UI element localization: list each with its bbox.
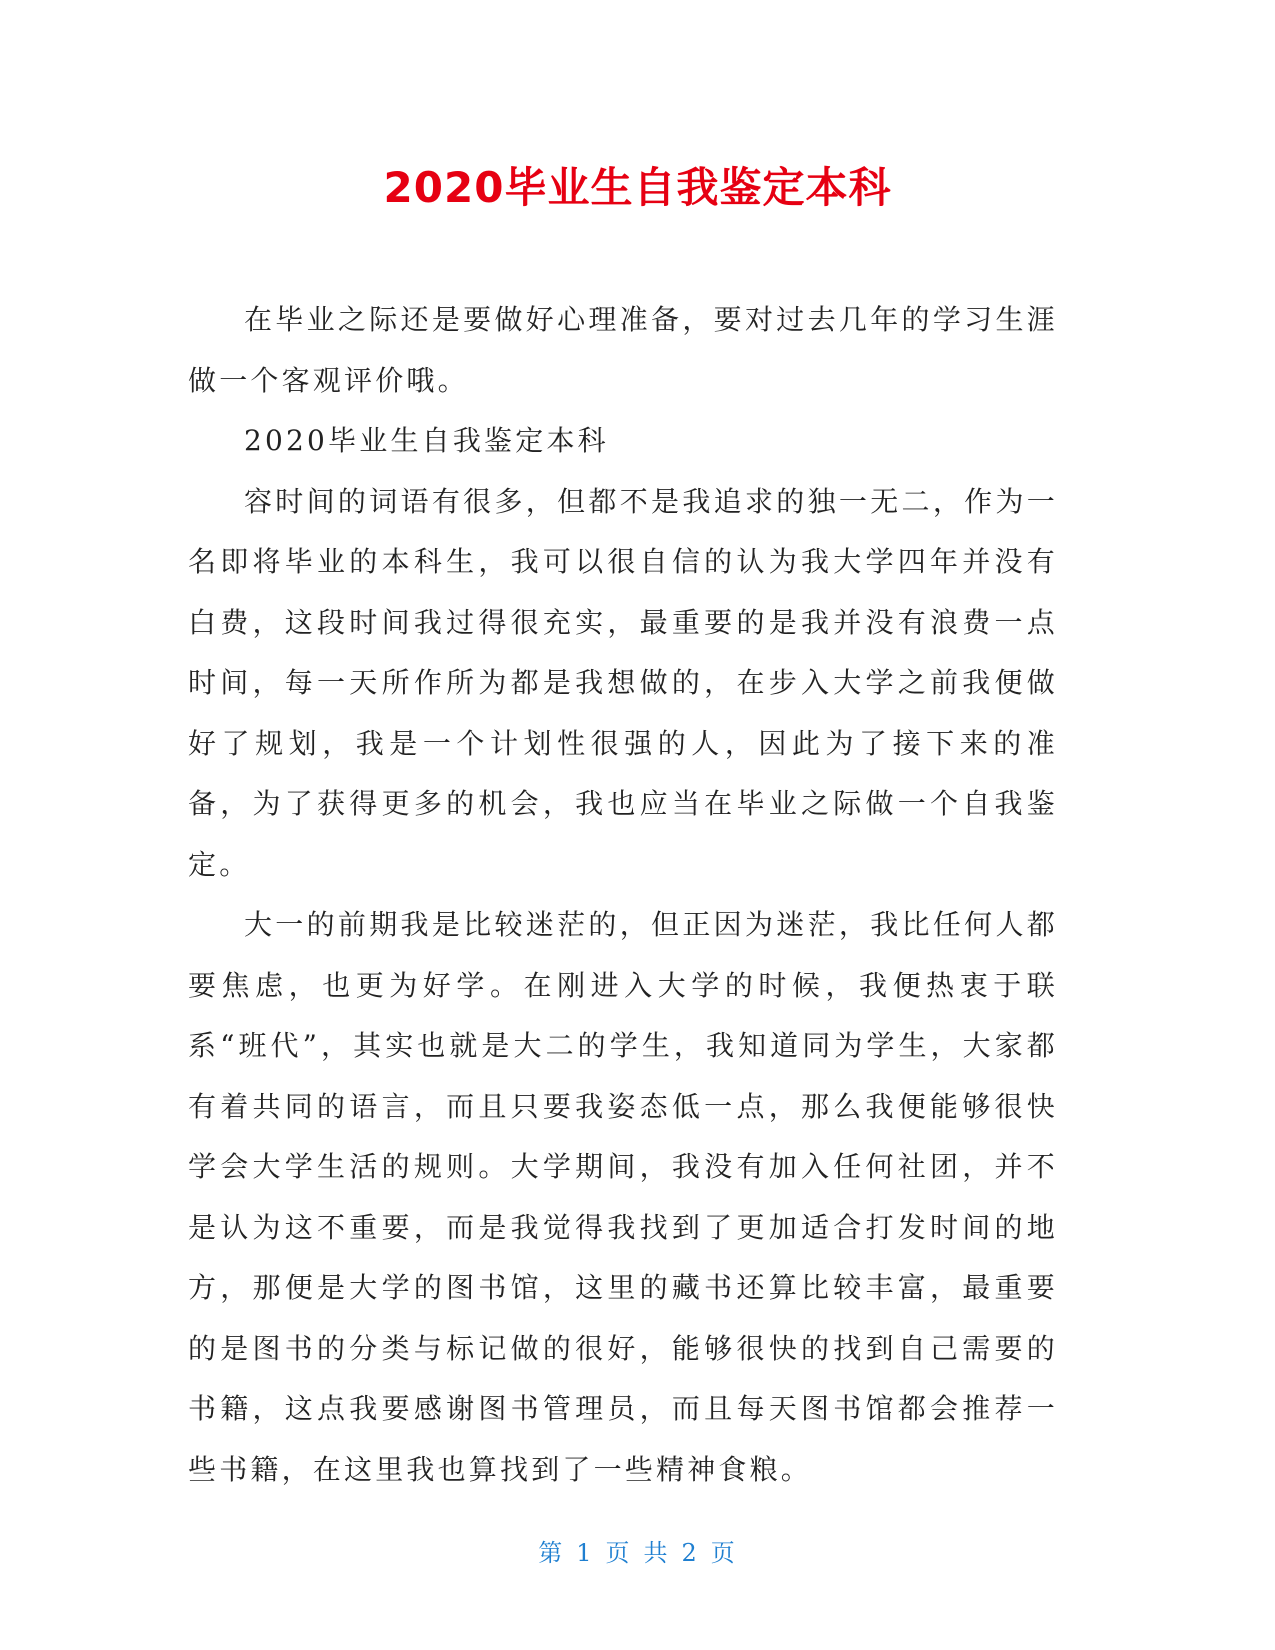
footer-label-total-unit: 页 <box>710 1539 737 1567</box>
page-footer <box>0 1537 1275 1569</box>
footer-label-page-unit: 页 <box>605 1539 632 1567</box>
document-body <box>188 290 1058 1500</box>
document-title: 2020毕业生自我鉴定本科 <box>383 163 892 212</box>
body-paragraph-1: 容时间的词语有很多，但都不是我追求的独一无二，作为一名即将毕业的本科生，我可以很自信的认为我大学四年并没有白费，这段时间我过得很充实，最重要的是我并没有浪费一点时间，每一天所作所为都是我想做的，在步入大学之前我便做好了规划，我是一个计划性很强的人，因此为了接下来的准备，为了获得更多的机会，我也应当在毕业之际做一个自我鉴定。 <box>188 484 1058 881</box>
body-paragraph-2: 大一的前期我是比较迷茫的，但正因为迷茫，我比任何人都要焦虑，也更为好学。在刚进入大学的时候，我便热衷于联系“班代”，其实也就是大二的学生，我知道同为学生，大家都有着共同的语言，而且只要我姿态低一点，那么我便能够很快学会大学生活的规则。大学期间，我没有加入任何社团，并不是认为这不重要，而是我觉得我找到了更加适合打发时间的地方，那便是大学的图书馆，这里的藏书还算比较丰富，最重要的是图书的分类与标记做的很好，能够很快的找到自己需要的书籍，这点我要感谢图书管理员，而且每天图书馆都会推荐一些书籍，在这里我也算找到了一些精神食粮。 <box>188 908 1058 1486</box>
subtitle-paragraph: 2020毕业生自我鉴定本科 <box>244 424 609 457</box>
footer-label-total: 共 <box>643 1539 670 1567</box>
footer-current-page: 1 <box>576 1539 594 1567</box>
footer-label-page: 第 <box>538 1539 565 1567</box>
footer-total-pages: 2 <box>681 1539 699 1567</box>
intro-paragraph: 在毕业之际还是要做好心理准备，要对过去几年的学习生涯做一个客观评价哦。 <box>188 303 1058 397</box>
